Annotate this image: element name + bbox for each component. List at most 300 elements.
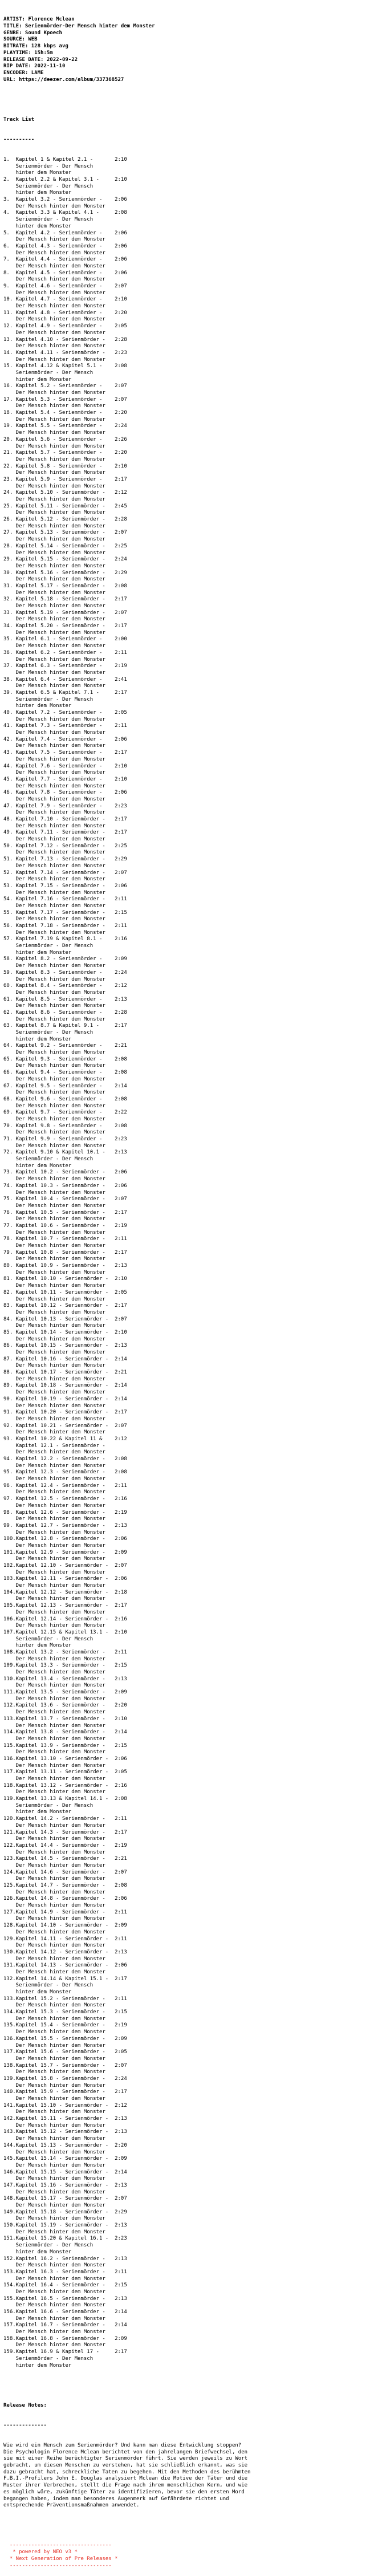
track-line: 113.Kapitel 13.7 - Serienmörder - 2:10 bbox=[3, 1716, 127, 1722]
track-line: 62. Kapitel 8.6 - Serienmörder - 2:28 bbox=[3, 1009, 127, 1015]
track-line: 2. Kapitel 2.2 & Kapitel 3.1 - 2:10 bbox=[3, 177, 127, 183]
track-line: 28. Kapitel 5.14 - Serienmörder - 2:25 bbox=[3, 543, 127, 549]
track-line: Der Mensch hinter dem Monster bbox=[3, 1296, 105, 1302]
track-line: hinter dem Monster bbox=[3, 2249, 72, 2255]
track-line: 14. Kapitel 4.11 - Serienmörder - 2:23 bbox=[3, 350, 127, 356]
track-line: Der Mensch hinter dem Monster bbox=[3, 416, 105, 422]
track-line: Der Mensch hinter dem Monster bbox=[3, 2216, 105, 2222]
release-notes-title: Release Notes: bbox=[3, 2402, 47, 2408]
track-line: Der Mensch hinter dem Monster bbox=[3, 1956, 105, 1962]
track-line: Der Mensch hinter dem Monster bbox=[3, 836, 105, 843]
track-line: 43. Kapitel 7.5 - Serienmörder - 2:17 bbox=[3, 750, 127, 756]
track-line: Der Mensch hinter dem Monster bbox=[3, 277, 105, 283]
track-line: 22. Kapitel 5.8 - Serienmörder - 2:10 bbox=[3, 463, 127, 469]
track-line: Der Mensch hinter dem Monster bbox=[3, 290, 105, 296]
track-line: 92. Kapitel 10.21 - Serienmörder - 2:07 bbox=[3, 1423, 127, 1429]
track-line: 141.Kapitel 15.10 - Serienmörder - 2:12 bbox=[3, 2102, 127, 2108]
track-line: 89. Kapitel 10.18 - Serienmörder - 2:14 bbox=[3, 1383, 127, 1389]
track-line: 76. Kapitel 10.5 - Serienmörder - 2:17 bbox=[3, 1209, 127, 1216]
track-line: 10. Kapitel 4.7 - Serienmörder - 2:10 bbox=[3, 296, 127, 303]
track-line: Der Mensch hinter dem Monster bbox=[3, 2055, 105, 2062]
track-line: 31. Kapitel 5.17 - Serienmörder - 2:08 bbox=[3, 583, 127, 589]
track-line: 74. Kapitel 10.3 - Serienmörder - 2:06 bbox=[3, 1183, 127, 1189]
track-line: Der Mensch hinter dem Monster bbox=[3, 1656, 105, 1662]
track-line: Der Mensch hinter dem Monster bbox=[3, 643, 105, 649]
track-line: Serienmörder - Der Mensch bbox=[3, 1156, 93, 1163]
header-line: GENRE: Sound Kpoech bbox=[3, 30, 62, 36]
track-line: 142.Kapitel 15.11 - Serienmörder - 2:13 bbox=[3, 2116, 127, 2122]
track-line: 149.Kapitel 15.18 - Serienmörder - 2:29 bbox=[3, 2209, 127, 2215]
track-line: Der Mensch hinter dem Monster bbox=[3, 523, 105, 529]
track-line: Der Mensch hinter dem Monster bbox=[3, 483, 105, 489]
track-line: 90. Kapitel 10.19 - Serienmörder - 2:14 bbox=[3, 1396, 127, 1402]
track-line: Der Mensch hinter dem Monster bbox=[3, 343, 105, 350]
track-line: Der Mensch hinter dem Monster bbox=[3, 237, 105, 243]
track-line: Der Mensch hinter dem Monster bbox=[3, 510, 105, 516]
track-line: 130.Kapitel 14.12 - Serienmörder - 2:13 bbox=[3, 1949, 127, 1955]
track-line: hinter dem Monster bbox=[3, 376, 72, 383]
track-line: Der Mensch hinter dem Monster bbox=[3, 876, 105, 883]
track-line: Der Mensch hinter dem Monster bbox=[3, 823, 105, 829]
track-line: 4. Kapitel 3.3 & Kapitel 4.1 - 2:08 bbox=[3, 210, 127, 216]
track-line: 37. Kapitel 6.3 - Serienmörder - 2:19 bbox=[3, 663, 127, 669]
track-line: Der Mensch hinter dem Monster bbox=[3, 550, 105, 556]
track-line: 122.Kapitel 14.4 - Serienmörder - 2:19 bbox=[3, 1842, 127, 1848]
track-line: Der Mensch hinter dem Monster bbox=[3, 2189, 105, 2195]
track-line: 133.Kapitel 15.2 - Serienmörder - 2:11 bbox=[3, 1996, 127, 2002]
track-line: Der Mensch hinter dem Monster bbox=[3, 1309, 105, 1315]
track-line: 5. Kapitel 4.2 - Serienmörder - 2:06 bbox=[3, 230, 127, 236]
track-line: Der Mensch hinter dem Monster bbox=[3, 1376, 105, 1382]
track-line: Der Mensch hinter dem Monster bbox=[3, 1050, 105, 1056]
track-line: Der Mensch hinter dem Monster bbox=[3, 743, 105, 749]
track-line: 103.Kapitel 12.11 - Serienmörder - 2:06 bbox=[3, 1576, 127, 1582]
track-line: 58. Kapitel 8.2 - Serienmörder - 2:09 bbox=[3, 956, 127, 962]
track-line: Der Mensch hinter dem Monster bbox=[3, 2342, 105, 2349]
track-line: 78. Kapitel 10.7 - Serienmörder - 2:11 bbox=[3, 1236, 127, 1242]
track-line: 139.Kapitel 15.8 - Serienmörder - 2:24 bbox=[3, 2075, 127, 2082]
track-line: 115.Kapitel 13.9 - Serienmörder - 2:15 bbox=[3, 1742, 127, 1749]
track-line: Serienmörder - Der Mensch bbox=[3, 1802, 93, 1809]
track-line: Der Mensch hinter dem Monster bbox=[3, 730, 105, 736]
track-line: 80. Kapitel 10.9 - Serienmörder - 2:13 bbox=[3, 1263, 127, 1269]
track-line: hinter dem Monster bbox=[3, 190, 72, 196]
track-line: Der Mensch hinter dem Monster bbox=[3, 1449, 105, 1456]
track-line: Der Mensch hinter dem Monster bbox=[3, 1822, 105, 1829]
track-line: 127.Kapitel 14.9 - Serienmörder - 2:11 bbox=[3, 1909, 127, 1915]
track-line: Der Mensch hinter dem Monster bbox=[3, 2176, 105, 2182]
track-line: 68. Kapitel 9.6 - Serienmörder - 2:08 bbox=[3, 1096, 127, 1102]
track-line: Der Mensch hinter dem Monster bbox=[3, 783, 105, 789]
track-line: Der Mensch hinter dem Monster bbox=[3, 1103, 105, 1109]
track-line: 106.Kapitel 12.14 - Serienmörder - 2:16 bbox=[3, 1616, 127, 1622]
track-line: 138.Kapitel 15.7 - Serienmörder - 2:07 bbox=[3, 2062, 127, 2069]
track-line: Der Mensch hinter dem Monster bbox=[3, 403, 105, 409]
track-line: 36. Kapitel 6.2 - Serienmörder - 2:11 bbox=[3, 649, 127, 656]
track-line: Der Mensch hinter dem Monster bbox=[3, 2109, 105, 2115]
track-line: 129.Kapitel 14.11 - Serienmörder - 2:11 bbox=[3, 1936, 127, 1942]
track-line: Der Mensch hinter dem Monster bbox=[3, 2315, 105, 2322]
track-line: Der Mensch hinter dem Monster bbox=[3, 1476, 105, 1482]
track-line: 140.Kapitel 15.9 - Serienmörder - 2:17 bbox=[3, 2089, 127, 2095]
track-line: 97. Kapitel 12.5 - Serienmörder - 2:16 bbox=[3, 1496, 127, 1502]
track-line: 121.Kapitel 14.3 - Serienmörder - 2:17 bbox=[3, 1829, 127, 1835]
track-line: 88. Kapitel 10.17 - Serienmörder - 2:21 bbox=[3, 1370, 127, 1376]
track-line: Der Mensch hinter dem Monster bbox=[3, 850, 105, 856]
track-line: Der Mensch hinter dem Monster bbox=[3, 1583, 105, 1589]
track-line: 91. Kapitel 10.20 - Serienmörder - 2:17 bbox=[3, 1409, 127, 1416]
track-line: Der Mensch hinter dem Monster bbox=[3, 2229, 105, 2235]
track-line: 41. Kapitel 7.3 - Serienmörder - 2:11 bbox=[3, 723, 127, 729]
track-line: 7. Kapitel 4.4 - Serienmörder - 2:06 bbox=[3, 257, 127, 263]
track-line: Der Mensch hinter dem Monster bbox=[3, 976, 105, 982]
track-line: Der Mensch hinter dem Monster bbox=[3, 1129, 105, 1136]
track-line: Der Mensch hinter dem Monster bbox=[3, 1762, 105, 1769]
track-line: 61. Kapitel 8.5 - Serienmörder - 2:13 bbox=[3, 996, 127, 1002]
track-line: 153.Kapitel 16.3 - Serienmörder - 2:11 bbox=[3, 2269, 127, 2275]
track-line: 70. Kapitel 9.8 - Serienmörder - 2:08 bbox=[3, 1123, 127, 1129]
track-line: Der Mensch hinter dem Monster bbox=[3, 1596, 105, 1602]
track-line: Der Mensch hinter dem Monster bbox=[3, 2329, 105, 2335]
track-line: Der Mensch hinter dem Monster bbox=[3, 1736, 105, 1742]
track-line: Der Mensch hinter dem Monster bbox=[3, 1202, 105, 1209]
track-line: 131.Kapitel 14.13 - Serienmörder - 2:06 bbox=[3, 1963, 127, 1969]
track-line: 86. Kapitel 10.15 - Serienmörder - 2:13 bbox=[3, 1343, 127, 1349]
track-line: Der Mensch hinter dem Monster bbox=[3, 1749, 105, 1756]
track-line: 135.Kapitel 15.4 - Serienmörder - 2:19 bbox=[3, 2022, 127, 2029]
track-line: Der Mensch hinter dem Monster bbox=[3, 989, 105, 996]
track-line: 108.Kapitel 13.2 - Serienmörder - 2:11 bbox=[3, 1649, 127, 1655]
track-line: 82. Kapitel 10.11 - Serienmörder - 2:05 bbox=[3, 1289, 127, 1295]
track-line: Der Mensch hinter dem Monster bbox=[3, 1696, 105, 1702]
track-line: 48. Kapitel 7.10 - Serienmörder - 2:17 bbox=[3, 816, 127, 823]
track-line: Der Mensch hinter dem Monster bbox=[3, 2203, 105, 2209]
track-line: Der Mensch hinter dem Monster bbox=[3, 2162, 105, 2168]
track-line: Der Mensch hinter dem Monster bbox=[3, 1623, 105, 1629]
track-line: Der Mensch hinter dem Monster bbox=[3, 629, 105, 636]
track-line: 109.Kapitel 13.3 - Serienmörder - 2:15 bbox=[3, 1663, 127, 1669]
track-line: 12. Kapitel 4.9 - Serienmörder - 2:05 bbox=[3, 323, 127, 330]
track-line: 152.Kapitel 16.2 - Serienmörder - 2:13 bbox=[3, 2256, 127, 2262]
track-line: Der Mensch hinter dem Monster bbox=[3, 563, 105, 569]
track-line: Der Mensch hinter dem Monster bbox=[3, 1063, 105, 1069]
release-notes-paragraph: Wie wird ein Mensch zum Serienmörder? Und kann man diese Entwicklung stoppen? bbox=[3, 2442, 242, 2448]
header-line: URL: https://deezer.com/album/337368527 bbox=[3, 76, 124, 83]
track-line: Der Mensch hinter dem Monster bbox=[3, 863, 105, 869]
track-line: Der Mensch hinter dem Monster bbox=[3, 716, 105, 722]
track-line: 67. Kapitel 9.5 - Serienmörder - 2:14 bbox=[3, 1083, 127, 1089]
track-line: 104.Kapitel 12.12 - Serienmörder - 2:18 bbox=[3, 1589, 127, 1595]
track-line: 29. Kapitel 5.15 - Serienmörder - 2:24 bbox=[3, 556, 127, 563]
track-line: 117.Kapitel 13.11 - Serienmörder - 2:05 bbox=[3, 1769, 127, 1775]
track-line: Der Mensch hinter dem Monster bbox=[3, 1003, 105, 1009]
track-line: 159.Kapitel 16.9 & Kapitel 17 - 2:17 bbox=[3, 2349, 127, 2355]
track-line: Der Mensch hinter dem Monster bbox=[3, 756, 105, 762]
spacer bbox=[3, 97, 374, 104]
footer-line: --------------------------------- bbox=[3, 2562, 112, 2569]
track-line: 46. Kapitel 7.8 - Serienmörder - 2:06 bbox=[3, 790, 127, 796]
track-line: 143.Kapitel 15.12 - Serienmörder - 2:13 bbox=[3, 2129, 127, 2135]
track-line: 17. Kapitel 5.3 - Serienmörder - 2:07 bbox=[3, 396, 127, 403]
track-line: 6. Kapitel 4.3 - Serienmörder - 2:06 bbox=[3, 243, 127, 249]
track-line: Kapitel 12.1 - Serienmörder - bbox=[3, 1443, 105, 1449]
track-line: Der Mensch hinter dem Monster bbox=[3, 1889, 105, 1895]
track-line: Serienmörder - Der Mensch bbox=[3, 2242, 93, 2249]
track-line: Der Mensch hinter dem Monster bbox=[3, 1556, 105, 1562]
track-line: 128.Kapitel 14.10 - Serienmörder - 2:09 bbox=[3, 1923, 127, 1929]
release-header bbox=[3, 17, 374, 83]
track-line: 118.Kapitel 13.12 - Serienmörder - 2:16 bbox=[3, 1782, 127, 1789]
track-line: 107.Kapitel 12.15 & Kapitel 13.1 - 2:10 bbox=[3, 1629, 127, 1635]
track-line: 39. Kapitel 6.5 & Kapitel 7.1 - 2:17 bbox=[3, 689, 127, 696]
track-line: Der Mensch hinter dem Monster bbox=[3, 2002, 105, 2009]
header-line: TITLE: Serienmörder-Der Mensch hinter dem Monster bbox=[3, 23, 155, 30]
track-line: 147.Kapitel 15.16 - Serienmörder - 2:13 bbox=[3, 2182, 127, 2188]
track-line: 21. Kapitel 5.7 - Serienmörder - 2:20 bbox=[3, 450, 127, 456]
track-line: Serienmörder - Der Mensch bbox=[3, 183, 93, 189]
header-line: ENCODER: LAME bbox=[3, 70, 44, 76]
track-line: 20. Kapitel 5.6 - Serienmörder - 2:26 bbox=[3, 436, 127, 442]
track-line: 73. Kapitel 10.2 - Serienmörder - 2:06 bbox=[3, 1169, 127, 1176]
track-line: 150.Kapitel 15.19 - Serienmörder - 2:13 bbox=[3, 2222, 127, 2229]
track-line: Serienmörder - Der Mensch bbox=[3, 943, 93, 949]
track-line: Der Mensch hinter dem Monster bbox=[3, 576, 105, 583]
track-line: 49. Kapitel 7.11 - Serienmörder - 2:17 bbox=[3, 830, 127, 836]
track-line: Der Mensch hinter dem Monster bbox=[3, 929, 105, 936]
track-line: Der Mensch hinter dem Monster bbox=[3, 889, 105, 896]
track-line: 96. Kapitel 12.4 - Serienmörder - 2:11 bbox=[3, 1482, 127, 1489]
track-line: 102.Kapitel 12.10 - Serienmörder - 2:07 bbox=[3, 1563, 127, 1569]
track-list-rule: ---------- bbox=[3, 136, 35, 143]
track-line: 59. Kapitel 8.3 - Serienmörder - 2:24 bbox=[3, 969, 127, 976]
release-notes-paragraph: Die Psychologin Florence Mclean berichtet von den jahrelangen Briefwechsel, den sie mit einer Reihe berüchtigter Serienmörder führt. Sie werden jeweils zu Wort gebracht, um diesen Menschen zu verstehen, hat sie schließlich erkannt, was sie dazu gebracht hat, schreckliche Taten zu begehen. Mit den Methoden des berühmten F.B.I.-Profilers John E. Douglas analysiert Mclean die Motive der Täter und die Muster ihrer Verbrechen, stellt die Frage nach ihrem menschlichen Kern, und wie es möglich wäre, zukünftige Täter zu identifizieren, bevor sie den ersten Mord begangen haben, indem man besonderes Augenmerk auf Gefährdete richtet und entsprechende Präventionsmaßnahmen anwendet. bbox=[3, 2449, 251, 2509]
track-line: hinter dem Monster bbox=[3, 703, 72, 709]
track-line: Der Mensch hinter dem Monster bbox=[3, 2122, 105, 2128]
track-line: Der Mensch hinter dem Monster bbox=[3, 2276, 105, 2282]
track-line: 56. Kapitel 7.18 - Serienmörder - 2:11 bbox=[3, 923, 127, 929]
track-line: Der Mensch hinter dem Monster bbox=[3, 683, 105, 689]
track-line: 125.Kapitel 14.7 - Serienmörder - 2:08 bbox=[3, 1883, 127, 1889]
track-line: Der Mensch hinter dem Monster bbox=[3, 1416, 105, 1422]
track-line: Der Mensch hinter dem Monster bbox=[3, 1929, 105, 1935]
track-line: Der Mensch hinter dem Monster bbox=[3, 1016, 105, 1022]
track-line: 156.Kapitel 16.6 - Serienmörder - 2:14 bbox=[3, 2309, 127, 2315]
track-line: 105.Kapitel 12.13 - Serienmörder - 2:17 bbox=[3, 1603, 127, 1609]
track-line: 75. Kapitel 10.4 - Serienmörder - 2:07 bbox=[3, 1196, 127, 1202]
track-line: Der Mensch hinter dem Monster bbox=[3, 1176, 105, 1183]
track-line: 101.Kapitel 12.9 - Serienmörder - 2:09 bbox=[3, 1549, 127, 1555]
track-line: 94. Kapitel 12.2 - Serienmörder - 2:08 bbox=[3, 1456, 127, 1462]
track-line: 126.Kapitel 14.8 - Serienmörder - 2:06 bbox=[3, 1896, 127, 1902]
spacer bbox=[3, 2522, 374, 2529]
track-line: 52. Kapitel 7.14 - Serienmörder - 2:07 bbox=[3, 869, 127, 876]
track-line: Der Mensch hinter dem Monster bbox=[3, 1323, 105, 1329]
track-line: 64. Kapitel 9.2 - Serienmörder - 2:21 bbox=[3, 1043, 127, 1049]
track-line: Der Mensch hinter dem Monster bbox=[3, 1529, 105, 1535]
track-line: 87. Kapitel 10.16 - Serienmörder - 2:14 bbox=[3, 1356, 127, 1362]
header-line: SOURCE: WEB bbox=[3, 36, 38, 43]
track-line: Der Mensch hinter dem Monster bbox=[3, 1269, 105, 1275]
track-line: Der Mensch hinter dem Monster bbox=[3, 810, 105, 816]
track-line: Der Mensch hinter dem Monster bbox=[3, 2302, 105, 2309]
track-line: 123.Kapitel 14.5 - Serienmörder - 2:21 bbox=[3, 1856, 127, 1862]
track-line: Der Mensch hinter dem Monster bbox=[3, 1216, 105, 1222]
track-line: Der Mensch hinter dem Monster bbox=[3, 263, 105, 269]
track-line: Der Mensch hinter dem Monster bbox=[3, 1489, 105, 1496]
track-line: Der Mensch hinter dem Monster bbox=[3, 796, 105, 802]
track-line: Der Mensch hinter dem Monster bbox=[3, 1776, 105, 1782]
track-line: Der Mensch hinter dem Monster bbox=[3, 1403, 105, 1409]
track-line: hinter dem Monster bbox=[3, 1809, 72, 1815]
track-line: 137.Kapitel 15.6 - Serienmörder - 2:05 bbox=[3, 2049, 127, 2055]
track-line: 120.Kapitel 14.2 - Serienmörder - 2:11 bbox=[3, 1816, 127, 1822]
header-line: PLAYTIME: 15h:5m bbox=[3, 50, 53, 56]
track-line: 3. Kapitel 3.2 - Serienmörder - 2:06 bbox=[3, 197, 127, 203]
track-line: Der Mensch hinter dem Monster bbox=[3, 903, 105, 909]
track-line: Der Mensch hinter dem Monster bbox=[3, 1876, 105, 1882]
track-line: Der Mensch hinter dem Monster bbox=[3, 2096, 105, 2102]
track-line: Der Mensch hinter dem Monster bbox=[3, 1903, 105, 1909]
track-line: Der Mensch hinter dem Monster bbox=[3, 2029, 105, 2035]
track-line: 42. Kapitel 7.4 - Serienmörder - 2:06 bbox=[3, 736, 127, 742]
track-line: Der Mensch hinter dem Monster bbox=[3, 1943, 105, 1949]
track-line: 55. Kapitel 7.17 - Serienmörder - 2:15 bbox=[3, 909, 127, 916]
footer-line: * powered by NEO v3 * bbox=[3, 2549, 78, 2555]
track-line: 18. Kapitel 5.4 - Serienmörder - 2:20 bbox=[3, 410, 127, 416]
track-line: hinter dem Monster bbox=[3, 949, 72, 956]
track-line: 54. Kapitel 7.16 - Serienmörder - 2:11 bbox=[3, 896, 127, 903]
track-line: 84. Kapitel 10.13 - Serienmörder - 2:07 bbox=[3, 1316, 127, 1322]
track-line: 81. Kapitel 10.10 - Serienmörder - 2:10 bbox=[3, 1276, 127, 1282]
track-line: 85. Kapitel 10.14 - Serienmörder - 2:10 bbox=[3, 1329, 127, 1335]
track-line: Der Mensch hinter dem Monster bbox=[3, 1916, 105, 1922]
track-line: 111.Kapitel 13.5 - Serienmörder - 2:09 bbox=[3, 1689, 127, 1696]
track-line: 38. Kapitel 6.4 - Serienmörder - 2:41 bbox=[3, 676, 127, 682]
track-line: Der Mensch hinter dem Monster bbox=[3, 1336, 105, 1342]
track-line: 136.Kapitel 15.5 - Serienmörder - 2:09 bbox=[3, 2035, 127, 2042]
track-line: Der Mensch hinter dem Monster bbox=[3, 456, 105, 462]
track-line: 32. Kapitel 5.18 - Serienmörder - 2:17 bbox=[3, 596, 127, 603]
track-list-title: Track List bbox=[3, 116, 35, 123]
track-line: Der Mensch hinter dem Monster bbox=[3, 1143, 105, 1149]
track-line: Der Mensch hinter dem Monster bbox=[3, 1516, 105, 1522]
release-notes-rule: -------------- bbox=[3, 2422, 47, 2428]
track-line: 158.Kapitel 16.8 - Serienmörder - 2:09 bbox=[3, 2335, 127, 2342]
track-line: Serienmörder - Der Mensch bbox=[3, 217, 93, 223]
track-line: Der Mensch hinter dem Monster bbox=[3, 916, 105, 923]
track-line: hinter dem Monster bbox=[3, 1163, 72, 1169]
track-line: 53. Kapitel 7.15 - Serienmörder - 2:06 bbox=[3, 883, 127, 889]
track-line: 69. Kapitel 9.7 - Serienmörder - 2:22 bbox=[3, 1110, 127, 1116]
track-line: Serienmörder - Der Mensch bbox=[3, 369, 93, 376]
track-line: 151.Kapitel 15.20 & Kapitel 16.1 - 2:23 bbox=[3, 2236, 127, 2242]
track-line: Der Mensch hinter dem Monster bbox=[3, 1116, 105, 1122]
track-line: 50. Kapitel 7.12 - Serienmörder - 2:25 bbox=[3, 843, 127, 849]
track-line: 112.Kapitel 13.6 - Serienmörder - 2:20 bbox=[3, 1703, 127, 1709]
track-line: Der Mensch hinter dem Monster bbox=[3, 1350, 105, 1356]
track-line: Der Mensch hinter dem Monster bbox=[3, 1243, 105, 1249]
track-line: Der Mensch hinter dem Monster bbox=[3, 1669, 105, 1676]
track-line: Der Mensch hinter dem Monster bbox=[3, 2069, 105, 2075]
header-line: BITRATE: 128 kbps avg bbox=[3, 43, 68, 50]
track-line: 16. Kapitel 5.2 - Serienmörder - 2:07 bbox=[3, 383, 127, 389]
track-line: Der Mensch hinter dem Monster bbox=[3, 2042, 105, 2049]
track-line: 34. Kapitel 5.20 - Serienmörder - 2:17 bbox=[3, 623, 127, 629]
track-line: 11. Kapitel 4.8 - Serienmörder - 2:20 bbox=[3, 310, 127, 316]
track-line: Der Mensch hinter dem Monster bbox=[3, 430, 105, 436]
track-line: 1. Kapitel 1 & Kapitel 2.1 - 2:10 bbox=[3, 156, 127, 162]
track-line: Serienmörder - Der Mensch bbox=[3, 163, 93, 169]
track-line: 65. Kapitel 9.3 - Serienmörder - 2:08 bbox=[3, 1056, 127, 1062]
track-line: 63. Kapitel 8.7 & Kapitel 9.1 - 2:17 bbox=[3, 1023, 127, 1029]
track-line: Der Mensch hinter dem Monster bbox=[3, 1389, 105, 1396]
track-line: Der Mensch hinter dem Monster bbox=[3, 443, 105, 449]
track-line: Der Mensch hinter dem Monster bbox=[3, 1090, 105, 1096]
track-line: Der Mensch hinter dem Monster bbox=[3, 2149, 105, 2155]
track-line: Der Mensch hinter dem Monster bbox=[3, 2016, 105, 2022]
track-line: Der Mensch hinter dem Monster bbox=[3, 1462, 105, 1469]
track-line: 26. Kapitel 5.12 - Serienmörder - 2:28 bbox=[3, 517, 127, 523]
track-list bbox=[3, 157, 374, 2369]
track-line: 25. Kapitel 5.11 - Serienmörder - 2:45 bbox=[3, 503, 127, 509]
track-line: 44. Kapitel 7.6 - Serienmörder - 2:10 bbox=[3, 763, 127, 769]
track-line: 157.Kapitel 16.7 - Serienmörder - 2:14 bbox=[3, 2322, 127, 2329]
track-line: 132.Kapitel 14.14 & Kapitel 15.1 - 2:17 bbox=[3, 1976, 127, 1982]
track-line: Der Mensch hinter dem Monster bbox=[3, 616, 105, 623]
header-line: RIP DATE: 2022-11-10 bbox=[3, 63, 66, 70]
track-line: Der Mensch hinter dem Monster bbox=[3, 1789, 105, 1795]
track-line: Der Mensch hinter dem Monster bbox=[3, 963, 105, 969]
track-line: Der Mensch hinter dem Monster bbox=[3, 1363, 105, 1369]
track-line: 27. Kapitel 5.13 - Serienmörder - 2:07 bbox=[3, 530, 127, 536]
track-line: Der Mensch hinter dem Monster bbox=[3, 1429, 105, 1436]
release-notes bbox=[3, 2443, 254, 2509]
track-line: 72. Kapitel 9.10 & Kapitel 10.1 - 2:13 bbox=[3, 1149, 127, 1156]
track-line: Der Mensch hinter dem Monster bbox=[3, 356, 105, 363]
track-line: 33. Kapitel 5.19 - Serienmörder - 2:07 bbox=[3, 610, 127, 616]
track-line: Der Mensch hinter dem Monster bbox=[3, 770, 105, 776]
track-line: 99. Kapitel 12.7 - Serienmörder - 2:13 bbox=[3, 1522, 127, 1529]
footer-line: --------------------------------- bbox=[3, 2542, 112, 2549]
track-line: hinter dem Monster bbox=[3, 223, 72, 229]
track-line: 57. Kapitel 7.19 & Kapitel 8.1 - 2:16 bbox=[3, 936, 127, 942]
track-line: 95. Kapitel 12.3 - Serienmörder - 2:08 bbox=[3, 1469, 127, 1476]
track-line: 100.Kapitel 12.8 - Serienmörder - 2:06 bbox=[3, 1536, 127, 1542]
track-line: 35. Kapitel 6.1 - Serienmörder - 2:00 bbox=[3, 636, 127, 643]
track-line: Der Mensch hinter dem Monster bbox=[3, 1542, 105, 1549]
track-line: Der Mensch hinter dem Monster bbox=[3, 2082, 105, 2089]
track-line: 60. Kapitel 8.4 - Serienmörder - 2:12 bbox=[3, 983, 127, 989]
header-line: RELEASE DATE: 2022-09-22 bbox=[3, 56, 78, 63]
track-line: Der Mensch hinter dem Monster bbox=[3, 1076, 105, 1082]
track-line: hinter dem Monster bbox=[3, 1643, 72, 1649]
track-line: 148.Kapitel 15.17 - Serienmörder - 2:07 bbox=[3, 2196, 127, 2202]
track-line: 45. Kapitel 7.7 - Serienmörder - 2:10 bbox=[3, 776, 127, 782]
nfo-footer bbox=[3, 2542, 374, 2569]
track-line: Der Mensch hinter dem Monster bbox=[3, 1189, 105, 1196]
track-line: hinter dem Monster bbox=[3, 1989, 72, 1996]
track-line: 83. Kapitel 10.12 - Serienmörder - 2:17 bbox=[3, 1303, 127, 1309]
track-line: 146.Kapitel 15.15 - Serienmörder - 2:14 bbox=[3, 2169, 127, 2175]
track-line: 116.Kapitel 13.10 - Serienmörder - 2:06 bbox=[3, 1756, 127, 1762]
track-line: Der Mensch hinter dem Monster bbox=[3, 1502, 105, 1509]
track-line: 47. Kapitel 7.9 - Serienmörder - 2:23 bbox=[3, 803, 127, 809]
track-line: 23. Kapitel 5.9 - Serienmörder - 2:17 bbox=[3, 476, 127, 482]
track-line: 13. Kapitel 4.10 - Serienmörder - 2:28 bbox=[3, 336, 127, 343]
track-line: Der Mensch hinter dem Monster bbox=[3, 390, 105, 396]
track-line: 145.Kapitel 15.14 - Serienmörder - 2:09 bbox=[3, 2156, 127, 2162]
track-line: Der Mensch hinter dem Monster bbox=[3, 316, 105, 323]
